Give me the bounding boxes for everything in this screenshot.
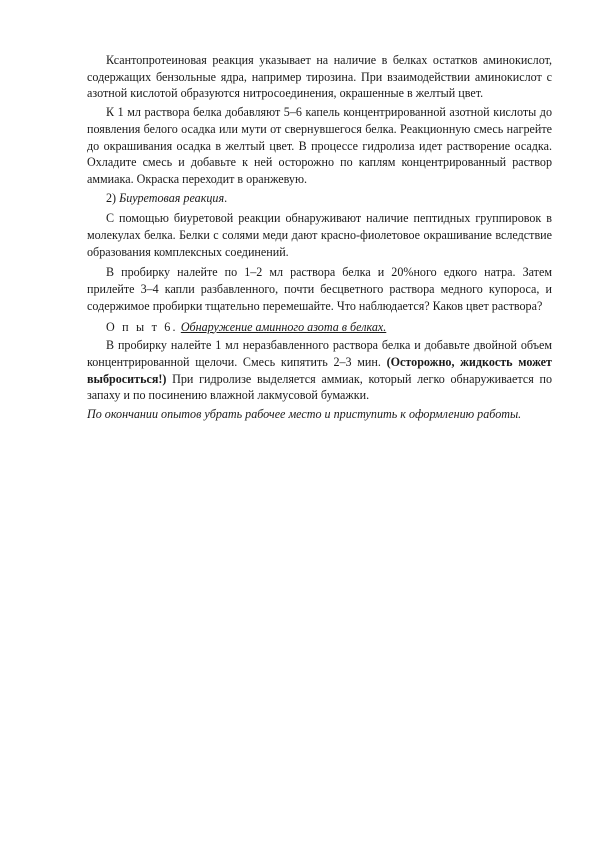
final-instruction: По окончании опытов убрать рабочее место и приступить к оформлению работы.: [87, 407, 522, 422]
experiment-label: О п ы т 6.: [106, 319, 178, 334]
paragraph-xanthoprotein-intro: Ксантопротеиновая реакция указывает на наличие в белках остатков аминокислот, содержащих бензольные ядра, например тирозина. При взаимодействии аминокислот с азотной кислотой образуются нитросоединения, окрашенные в желтый цвет.: [87, 53, 552, 101]
paragraph-amine-nitrogen-procedure: [87, 337, 552, 404]
heading-number: 2): [106, 190, 117, 205]
paragraph-biuret-procedure: В пробирку налейте по 1–2 мл раствора белка и 20%ного едкого натра. Затем прилейте 3–4 капли разбавленного, почти бесцветного раствора медного купороса, и содержимое пробирки тщательно перемешайте. Что наблюдается? Каков цвет раствора?: [87, 265, 552, 313]
paragraph-biuret-intro: С помощью биуретовой реакции обнаруживают наличие пептидных группировок в молекулах белка. Белки с солями меди дают красно-фиолетовое окрашивание вследствие образования комплексных соединений.: [87, 211, 552, 259]
procedure-text-start: В пробирку налейте 1 мл неразбавленного раствора белка и добавьте двойной объем концентрированной щелочи. Смесь кипятить 2–3 мин.: [87, 338, 552, 369]
heading-dot: .: [224, 190, 228, 205]
procedure-text-end: При гидролизе выделяется аммиак, который легко обнаруживается по запаху и по посинению влажной лакмусовой бумажки.: [87, 371, 552, 403]
paragraph-xanthoprotein-procedure: К 1 мл раствора белка добавляют 5–6 капель концентрированной азотной кислоты до появления белого осадка или мути от свернувшегося белка. Реакционную смесь нагрейте до окрашивания осадка в желтый цвет. В процессе гидролиза идет растворение осадка. Охладите смесь и добавьте к ней осторожно по каплям концентрированный раствор аммиака. Окраска переходит в оранжевую.: [87, 105, 552, 186]
heading-experiment-6: [87, 319, 552, 336]
heading-title: Биуретовая реакция: [119, 190, 225, 205]
document-body: [87, 52, 552, 425]
experiment-title: Обнаружение аминного азота в белках.: [180, 319, 387, 334]
heading-biuret-reaction: [87, 190, 552, 207]
safety-warning: (Осторожно, жидкость может выброситься!): [87, 354, 552, 386]
